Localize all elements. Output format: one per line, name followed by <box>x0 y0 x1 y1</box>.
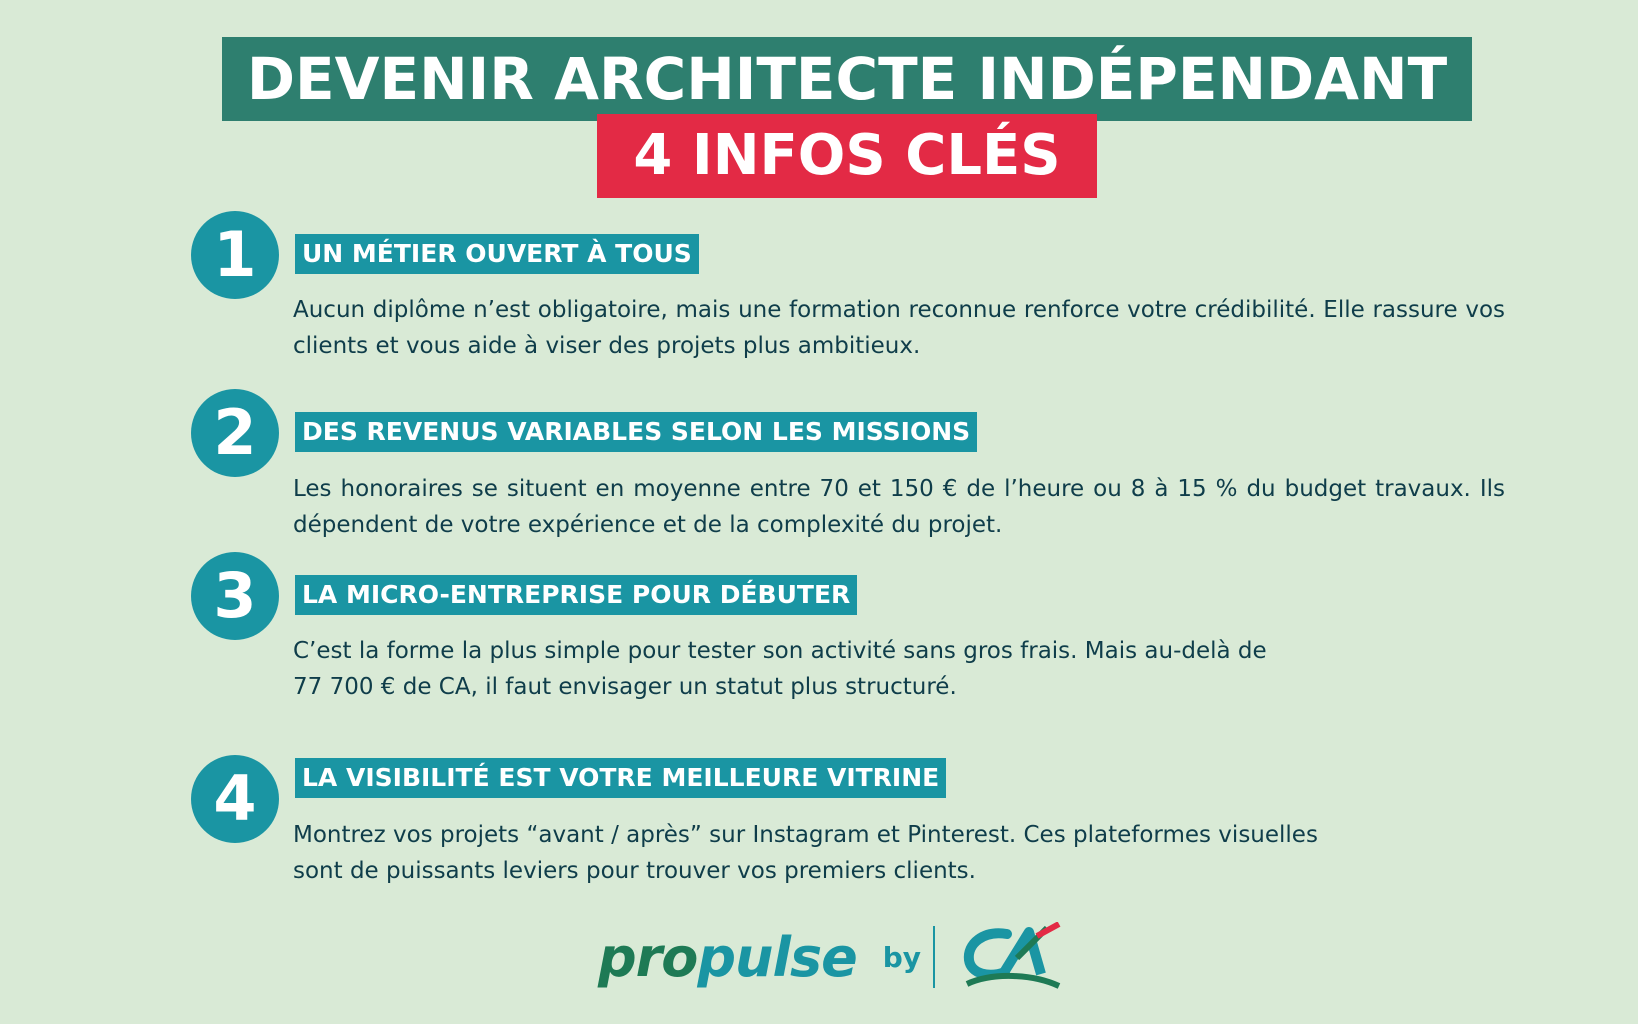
item-body: Les honoraires se situent en moyenne entre 70 et 150 € de l’heure ou 8 à 15 % du budget travaux. Ils dépendent de votre expérience et de la complexité du projet. <box>293 476 1505 538</box>
number-badge: 2 <box>191 389 279 477</box>
item-body-line: 77 700 € de CA, il faut envisager un statut plus structuré. <box>293 674 957 700</box>
number-badge: 4 <box>191 755 279 843</box>
item-body-line: C’est la forme la plus simple pour tester son activité sans gros frais. Mais au-delà de <box>293 638 1267 664</box>
item-heading: UN MÉTIER OUVERT À TOUS <box>295 234 699 274</box>
brand-logo-pulse: pulse <box>697 925 857 989</box>
item-heading: DES REVENUS VARIABLES SELON LES MISSIONS <box>295 412 977 452</box>
brand-logo-pro: pro <box>598 925 698 989</box>
page-title: DEVENIR ARCHITECTE INDÉPENDANT <box>222 37 1472 121</box>
number-badge: 1 <box>191 211 279 299</box>
by-label: by <box>882 940 922 974</box>
item-heading: LA MICRO-ENTREPRISE POUR DÉBUTER <box>295 575 857 615</box>
divider <box>933 926 935 988</box>
item-body <box>293 633 1505 705</box>
item-body <box>293 817 1505 889</box>
credit-agricole-logo-icon <box>963 922 1063 992</box>
item-body-line: sont de puissants leviers pour trouver vos premiers clients. <box>293 858 976 884</box>
item-body-line: Montrez vos projets “avant / après” sur Instagram et Pinterest. Ces plateformes visuelles <box>293 822 1318 848</box>
number-badge: 3 <box>191 552 279 640</box>
page-subtitle: 4 INFOS CLÉS <box>597 114 1097 198</box>
item-heading: LA VISIBILITÉ EST VOTRE MEILLEURE VITRINE <box>295 758 946 798</box>
item-body: Aucun diplôme n’est obligatoire, mais une formation reconnue renforce votre crédibilité. Elle rassure vos clients et vous aide à viser des projets plus ambitieux. <box>293 297 1505 359</box>
footer-logo <box>598 922 1063 992</box>
